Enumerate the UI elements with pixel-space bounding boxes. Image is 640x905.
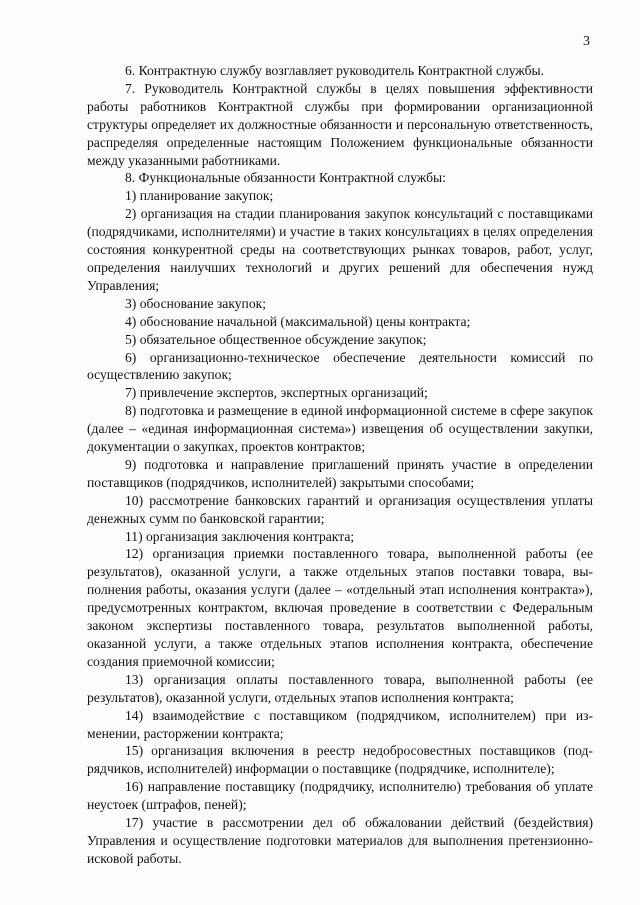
- paragraph-8-heading: 8. Функциональные обязанности Контрактной службы:: [125, 170, 446, 186]
- list-item-9: 9) подготовка и направление приглашений принять участие в определении поставщиков (подрядчиков, исполнителей) закрытыми способами;: [87, 456, 593, 490]
- document-body: [87, 62, 593, 868]
- list-item-17: 17) участие в рассмотрении дел об обжаловании действий (бездействия) Управления и осуществление подготовки материалов для выполнения претензионно-исковой работы.: [87, 815, 593, 866]
- list-item-13: 13) организация оплаты поставленного товара, выполненной работы (ее результатов), оказанной услуги, отдельных этапов исполнения контракта;: [87, 671, 593, 705]
- list-item-10: 10) рассмотрение банковских гарантий и организация осуществления уплаты денежных сумм по банковской гарантии;: [87, 492, 593, 526]
- list-item-11: 11) организация заключения контракта;: [125, 528, 355, 544]
- list-item-2: 2) организация на стадии планирования закупок консультаций с поставщиками (подрядчиками, исполнителями) и участие в таких консультациях в целях определения состояния конкурентной среды на соответствующих рынках товаров, работ, услуг, определения наилучших технологий и других решений для обеспечения нужд Управления;: [87, 206, 593, 293]
- list-item-4: 4) обоснование начальной (максимальной) цены контракта;: [125, 313, 471, 329]
- list-item-6: 6) организационно-техническое обеспечение деятельности комиссий по осуществлению закупок;: [87, 349, 593, 383]
- paragraph-6: 6. Контрактную службу возглавляет руководитель Контрактной службы.: [125, 63, 545, 78]
- list-item-7: 7) привлечение экспертов, экспертных организаций;: [125, 385, 428, 401]
- list-item-12: 12) организация приемки поставленного товара, выполненной работы (ее результатов), оказанной услуги, а также отдельных этапов поставки товара, выполнения работы, оказания услуги (далее – «отдельный этап исполнения контракта»), предусмотренных контрактом, включая проведение в соответствии с Федеральным законом экспертизы поставленного товара, результатов выполненной работы, оказанной услуги, а также отдельных этапов исполнения контракта, обеспечение создания приемочной комиссии;: [87, 546, 593, 669]
- list-item-8: 8) подготовка и размещение в единой информационной системе в сфере закупок (далее – «единая информационная система») извещения об осуществлении закупки, документации о закупках, проектов контрактов;: [87, 403, 593, 455]
- list-item-3: 3) обоснование закупок;: [125, 295, 266, 311]
- list-item-14: 14) взаимодействие с поставщиком (подрядчиком, исполнителем) при изменении, расторжении контракта;: [87, 707, 593, 741]
- list-item-5: 5) обязательное общественное обсуждение закупок;: [125, 331, 427, 347]
- page-number: 3: [583, 34, 590, 49]
- list-item-15: 15) организация включения в реестр недобросовестных поставщиков (подрядчиков, исполнителей) информации о поставщике (подрядчике, исполнителе);: [87, 743, 593, 777]
- list-item-16: 16) направление поставщику (подрядчику, исполнителю) требования об уплате неустоек (штрафов, пеней);: [87, 779, 593, 813]
- list-item-1: 1) планирование закупок;: [125, 188, 274, 204]
- paragraph-7: 7. Руководитель Контрактной службы в целях повышения эффективности работы работников Контрактной службы при формировании организационной структуры определяет их должностные обязанности и персональную ответственность, распределяя определенные настоящим Положением функциональные обязанности между указанными работниками.: [87, 80, 593, 168]
